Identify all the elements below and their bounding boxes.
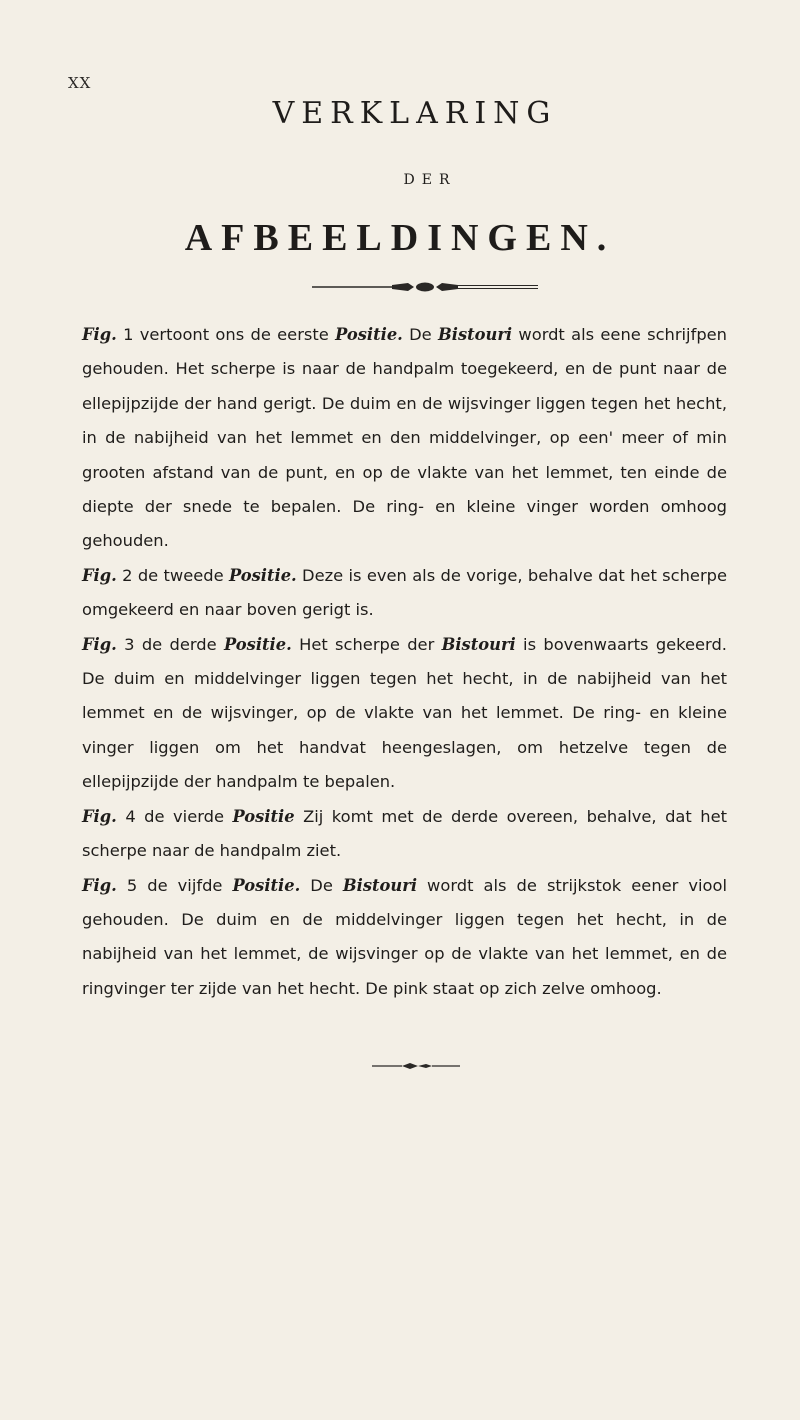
paragraph-fig-1 bbox=[82, 318, 727, 559]
fig-label: Fig. bbox=[82, 875, 117, 895]
italic-term: Bistouri bbox=[342, 875, 417, 895]
fig-number: 5 bbox=[126, 875, 138, 895]
page-number: XX bbox=[68, 74, 92, 92]
body-text bbox=[82, 318, 727, 1006]
italic-term: Bistouri bbox=[438, 325, 513, 344]
paragraph-fig-4 bbox=[82, 800, 727, 869]
italic-term: Positie. bbox=[223, 634, 292, 654]
divider-ornament-icon bbox=[310, 277, 540, 295]
fig-number: 4 bbox=[125, 806, 136, 826]
paragraph-text: Deze is even als de vorige, behalve dat het scherpe omgekeerd en naar boven gerigt is. bbox=[82, 565, 727, 620]
title-heading: AFBEELDINGEN. bbox=[184, 217, 616, 259]
title-sub: DER bbox=[403, 172, 457, 188]
paragraph-text: de tweede bbox=[132, 565, 229, 585]
paragraph-text: De bbox=[300, 875, 343, 895]
paragraph-text: wordt als de strijkstok eener viool gehouden. De duim en de middelvinger liggen tegen het hecht, in de nabijheid van het lemmet, de wijsvinger op de vlakte van het lemmet, en de ringvinger ter zijde van het hecht. De pink staat op zich zelve omhoog. bbox=[82, 875, 727, 998]
italic-term: Positie. bbox=[232, 875, 301, 895]
fig-label: Fig. bbox=[82, 634, 117, 654]
paragraph-fig-5 bbox=[82, 869, 727, 1007]
fig-number: 1 bbox=[123, 325, 134, 344]
paragraph-text: wordt als eene schrijfpen gehouden. Het scherpe is naar de handpalm toegekeerd, en de punt naar de ellepijpzijde der hand gerigt. De duim en de wijsvinger liggen tegen het hecht, in de nabijheid van het lemmet en den middelvinger, op een' meer of min grooten afstand van de punt, en op de vlakte van het lemmet, ten einde de diepte der snede te bepalen. De ring- en kleine vinger worden omhoog gehouden. bbox=[82, 325, 727, 551]
italic-term: Positie. bbox=[335, 325, 403, 344]
title-main: VERKLARING bbox=[272, 96, 558, 131]
fig-label: Fig. bbox=[82, 565, 117, 585]
paragraph-text: de derde bbox=[134, 634, 224, 654]
fig-label: Fig. bbox=[82, 325, 117, 344]
paragraph-fig-3 bbox=[82, 628, 727, 800]
fig-number: 2 bbox=[122, 565, 133, 585]
paragraph-text: Het scherpe der bbox=[291, 634, 442, 654]
paragraph-text: is bovenwaarts gekeerd. De duim en middelvinger liggen tegen het hecht, in de nabijheid van het lemmet en de wijsvinger, op de vlakte van het lemmet. De ring- en kleine vinger liggen om het handvat heengeslagen, om hetzelve tegen de ellepijpzijde der handpalm te bepalen. bbox=[82, 634, 727, 792]
paragraph-text: De bbox=[402, 325, 439, 344]
paragraph-text: vertoont ons de eerste bbox=[133, 325, 336, 344]
paragraph-text: Zij komt met de derde overeen, behalve, dat het scherpe naar de handpalm ziet. bbox=[82, 806, 727, 861]
fig-label: Fig. bbox=[82, 806, 117, 826]
end-flourish-icon bbox=[370, 1061, 462, 1071]
italic-term: Positie bbox=[232, 806, 295, 826]
paragraph-fig-2 bbox=[82, 559, 727, 628]
italic-term: Positie. bbox=[228, 565, 297, 585]
italic-term: Bistouri bbox=[441, 634, 516, 654]
fig-number: 3 bbox=[124, 634, 135, 654]
paragraph-text: de vierde bbox=[135, 806, 233, 826]
paragraph-text: de vijfde bbox=[137, 875, 233, 895]
